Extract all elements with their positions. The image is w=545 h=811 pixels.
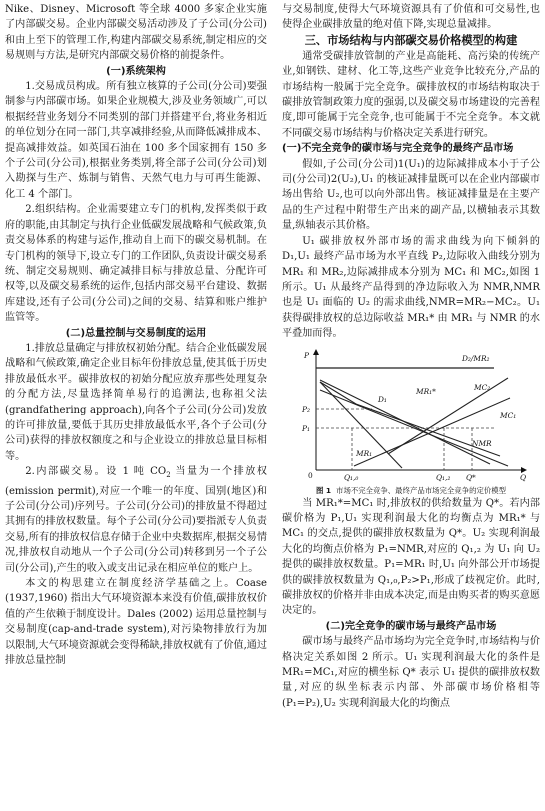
subsection-heading-cap-and-trade: (二)总量控制与交易制度的运用 xyxy=(65,327,207,339)
subsection-heading-perfect-competition: (二)完全竞争的碳市场与最终产品市场 xyxy=(325,620,497,632)
paragraph-organization-structure: 2.组织结构。企业需要建立专门的机构,发挥类似于政府的职能,由其制定与执行企业低碳发展战略和气候政策,负责交易体系的构建与运作,推动自上而下的碳交易机制。在专门机构的领导下,设立专门的工作团队,负责设计碳交易系统、制定交易规则、确定减排目标与排放总量、分配许可权等,以及碳交易系统的运作,包括内部交易平台建设、数据库建设,还有子公司(分公司)之间的交易、结算和账户维护监管等。 xyxy=(5,204,267,324)
label-q12: Q₁,₂ xyxy=(436,472,451,482)
label-q10: Q₁,₀ xyxy=(344,472,359,482)
subscript: 2 xyxy=(166,471,171,480)
label-p2: P₂ xyxy=(302,404,310,414)
label-mr1-star: MR₁* xyxy=(416,386,436,396)
figure-caption-text: 市场不完全竞争、最终产品市场完全竞争的定价模型 xyxy=(336,485,507,495)
paragraph: Nike、Disney、Microsoft 等全球 4000 多家企业实施了内部碳交易。企业内部碳交易活动涉及了子公司(分公司)和由上至下的管理工作,构建内部碳交易系统,制定相应的交易规则与方法,是研究内部碳交易价格的前提条件。 xyxy=(5,4,267,62)
paragraph-trading-members: 1.交易成员构成。所有独立核算的子公司(分公司)要强制参与内部碳市场。如果企业规模大,涉及业务领域广,可以根据经营业务划分不同类别的部门并搭建平台,将业务相近的单位划分在同一部门,共享减排经验,从而降低减排成本、提高减排效益。如英国石油在 100 多个国家拥有 150 多个子公司(分公司),根据业务类别,将全部子公司(分公司)划入勘探与生产、炼制与销售、天然气电力与可再生能源、化工 4 个部门。 xyxy=(5,81,267,200)
axis-label-p: P xyxy=(304,350,309,360)
label-mc2: MC₂ xyxy=(474,382,491,392)
subsection-heading-system-architecture: (一)系统架构 xyxy=(106,65,166,77)
label-mc1: MC₁ xyxy=(500,410,517,420)
subsection-heading-imperfect-competition: (一)不完全竞争的碳市场与完全竞争的最终产品市场 xyxy=(282,143,514,155)
paragraph-internal-trading xyxy=(5,464,267,576)
paragraph-institutional-economics: 本文的构思建立在制度经济学基础之上。Coase (1937,1960) 指出大气环境资源本来没有价值,碳排放权价值的产生依赖于制度设计。Dales (2002) 运用总量控制与交易制度(cap-and-trade system),对污染物排放行为加以限制,大气环境资源就会变得稀缺,排放权就有了价值,通过排放总量控制 xyxy=(5,578,267,667)
axis-label-q: Q xyxy=(520,472,527,482)
label-p1: P₁ xyxy=(302,423,310,433)
section-heading-market-structure: 三、市场结构与内部碳交易价格模型的构建 xyxy=(304,33,518,47)
left-column xyxy=(5,2,267,668)
text-run: 当量为一个排放权(emission permit),对应一个唯一的年度、国别(地区)和子公司(分公司)序列号。子公司(分公司)的排放量不得超过其拥有的排放权数量。每个子公司(分公司)要指派专人负责交易,所有的排放权信息存储于企业中央数据库,根据交易情况,排放权自动地从一个子公司(分公司)转移到另一个子公司(分公司),产生的收入或支出记录在相应单位的账户上。 xyxy=(5,466,267,574)
paragraph-curves: U₁ 碳排放权外部市场的需求曲线为向下倾斜的 D₁,U₁ 最终产品市场为水平直线 P₂,边际收入曲线分别为 MR₁ 和 MR₂,边际减排成本分别为 MC₁ 和 MC₂,如图 1 所示。U₁ 从最终产品得到的净边际收入为 NMR,NMR 也是 U₁ 面临的 U₂ 的需求曲线,NMR=MR₂−MC₂。U₁ 获得碳排放权的总边际收益 MR₁* 由 MR₁ 与 NMR 的水平叠加而得。 xyxy=(282,235,540,340)
figure-1-pricing-model xyxy=(294,346,530,484)
paragraph-initial-allocation: 1.排放总量确定与排放权初始分配。结合企业低碳发展战略和气候政策,确定企业目标年份排放总量,使其低于历史排放最低水平。碳排放权的初始分配应放弃那些处理复杂的分配方法,尽量选择简单易行的追溯法,也称祖父法(grandfathering approach),向各个子公司(分公司)发放的许可排放量,要低于其历史排放最低水平,各个子公司(分公司)获得的排放权额度之和与企业设立的排放总量目标相等。 xyxy=(5,342,267,462)
right-column xyxy=(282,2,540,711)
label-d1: D₁ xyxy=(378,394,387,404)
label-nmr: NMR xyxy=(472,438,492,448)
label-d2-mr2: D₂/MR₂ xyxy=(462,353,490,363)
paragraph: 与交易制度,使得大气环境资源具有了价值和可交易性,也使得企业碳排放量的绝对值下降,实现总量减排。 xyxy=(282,4,540,31)
paragraph-equilibrium: 当 MR₁*=MC₁ 时,排放权的供给数量为 Q*。若内部碳价格为 P₁,U₁ 实现利润最大化的均衡点为 MR₁* 与 MC₁ 的交点,提供的碳排放权数量为 Q*。U₂ 实现利润最大化的均衡点价格为 P₁=NMR,对应的 Q₁,₂ 为 U₁ 向 U₂ 提供的碳排放权数量。P₁=MR₁ 时,U₁ 向外部公开市场提供的碳排放权数量为 Q₁,₀,P₂>P₁,形成了歧视定价。此时,碳排放权的价格并非由成本决定,而是由购买者的购买意愿决定的。 xyxy=(282,497,540,617)
origin-label: 0 xyxy=(308,470,313,480)
label-qstar: Q* xyxy=(466,472,476,482)
paragraph-market-overview: 通常受碳排放管制的产业是高能耗、高污染的传统产业,如钢铁、建材、化工等,这些产业竞争比较充分,产品的市场结构一般属于完全竞争。碳排放权的市场结构取决于碳排放管制政策力度的强弱,以及碳交易市场建设的完善程度,即可能属于完全竞争,也可能属于不完全竞争。本文就不同碳交易市场结构与价格决定关系进行研究。 xyxy=(282,50,540,139)
text-run: 2.内部碳交易。设 1 吨 CO xyxy=(25,466,167,478)
figure-1-diagram xyxy=(294,346,530,484)
label-mr1: MR₁ xyxy=(356,448,373,458)
paragraph-perfect-competition: 碳市场与最终产品市场均为完全竞争时,市场结构与价格决定关系如图 2 所示。U₁ 实现利润最大化的条件是 MR₁=MC₁,对应的横坐标 Q* 表示 U₁ 提供的碳排放权数量,对应的纵坐标表示内部、外部碳市场价格相等(P₁=P₂),U₂ 实现利润最大化的均衡点 xyxy=(282,636,540,709)
paragraph-assumption: 假如,子公司(分公司)1(U₁)的边际减排成本小于子公司(分公司)2(U₂),U₁ 的核证减排量既可以在企业内部碳市场出售给 U₂,也可以向外部出售。核证减排量是在主要产品的生产过程中附带生产出来的副产品,以横轴表示其数量,纵轴表示其价格。 xyxy=(282,158,540,232)
figure-1-caption xyxy=(282,486,540,496)
figure-number: 图 1 xyxy=(315,485,332,495)
